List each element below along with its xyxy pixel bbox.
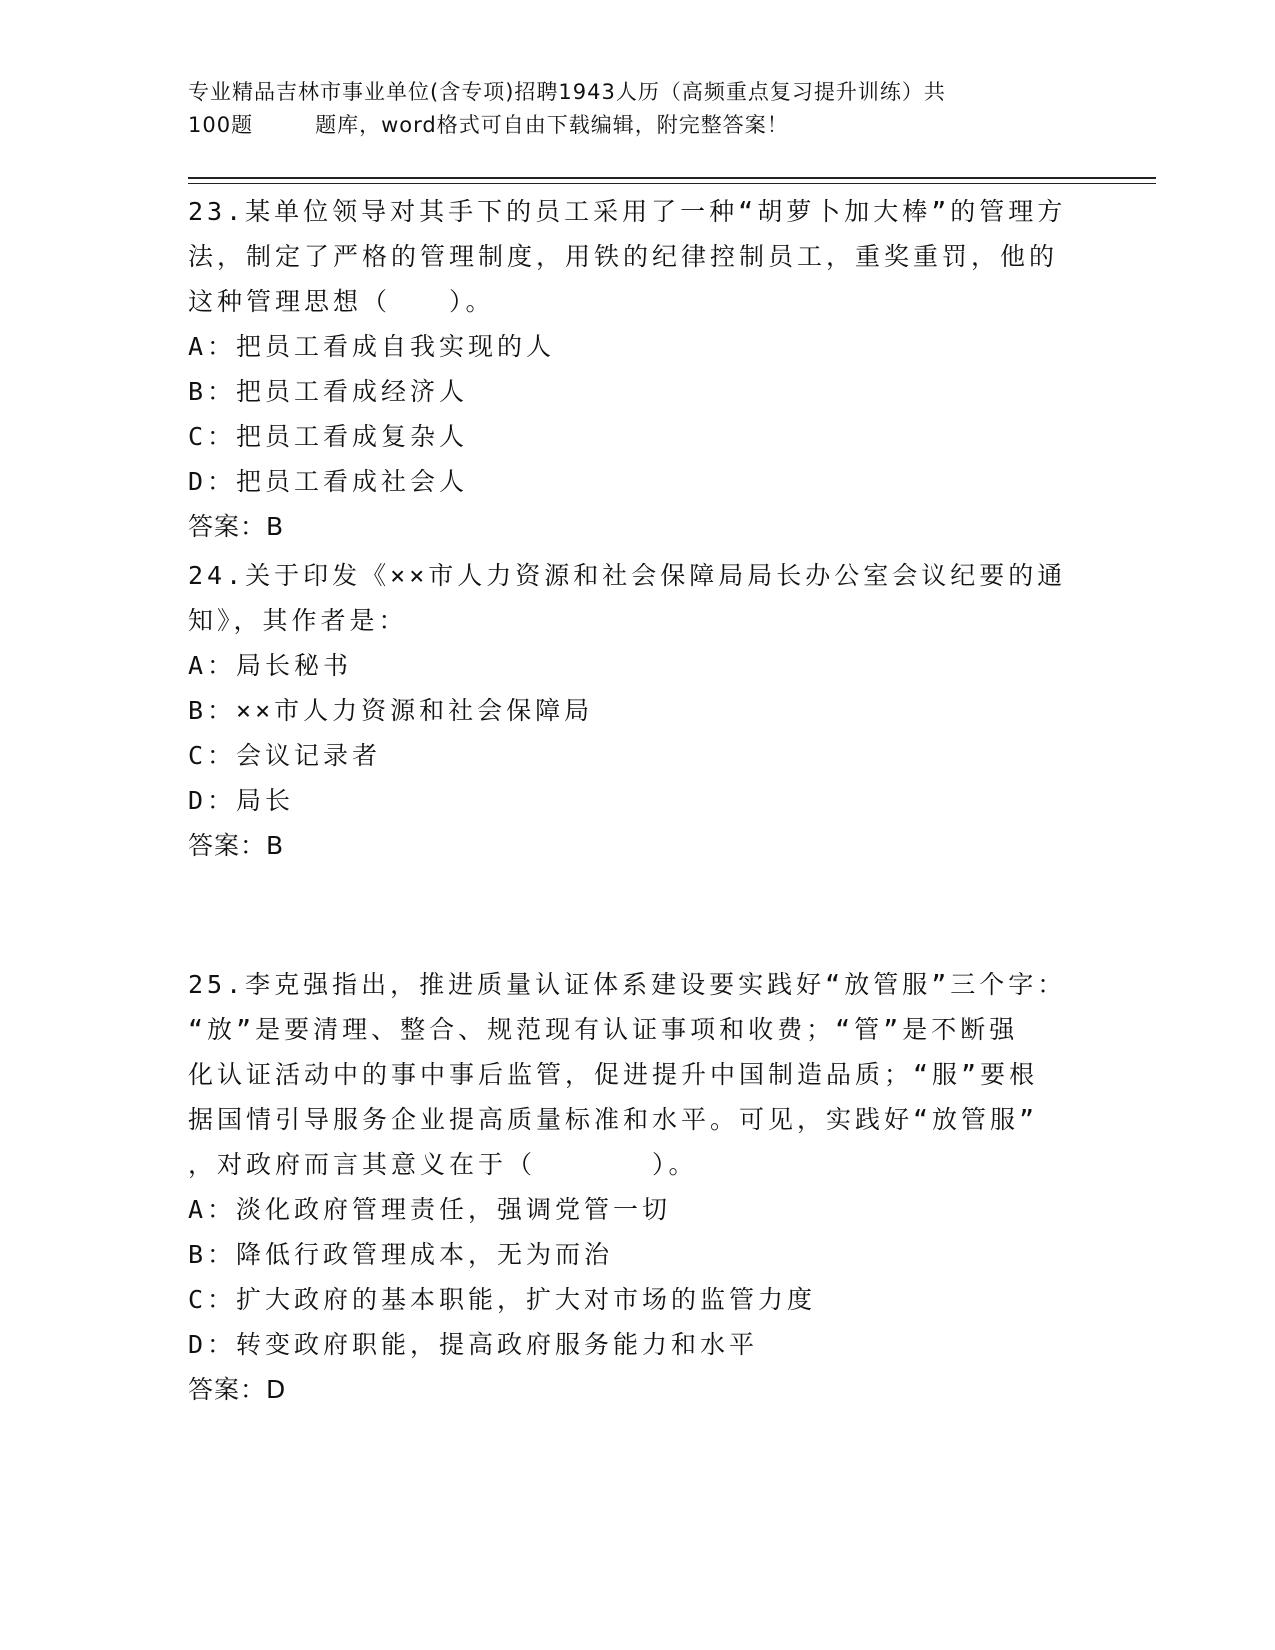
question-stem-line: 这种管理思想（ ）。 (188, 287, 495, 316)
header-line-2 (188, 109, 1068, 142)
option-d: D：局长 (188, 786, 295, 815)
question-stem-line: 24.关于印发《××市人力资源和社会保障局局长办公室会议纪要的通 (188, 561, 1067, 590)
question-stem-line: 据国情引导服务企业提高质量标准和水平。可见，实践好“放管服” (188, 1105, 1039, 1134)
option-b: B：把员工看成经济人 (188, 377, 469, 406)
question-stem-line: “放”是要清理、整合、规范现有认证事项和收费；“管”是不断强 (188, 1015, 1019, 1044)
option-c: C：把员工看成复杂人 (188, 422, 469, 451)
header-line-1: 专业精品吉林市事业单位(含专项)招聘1943人历（高频重点复习提升训练）共 (188, 80, 946, 104)
answer: 答案：D (188, 1375, 287, 1404)
header-divider-thick (188, 177, 1156, 179)
option-a: A：局长秘书 (188, 651, 353, 680)
question-23 (188, 189, 1088, 549)
question-stem-line: 化认证活动中的事中事后监管，促进提升中国制造品质；“服”要根 (188, 1060, 1039, 1089)
document-header (188, 76, 1068, 142)
question-stem-line: 法，制定了严格的管理制度，用铁的纪律控制员工，重奖重罚，他的 (188, 242, 1059, 271)
answer: 答案：B (188, 831, 285, 860)
header-description: 题库，word格式可自由下载编辑，附完整答案！ (315, 113, 789, 137)
header-question-count: 100题 (188, 113, 254, 137)
option-b: B：降低行政管理成本，无为而治 (188, 1240, 614, 1269)
option-d: D：转变政府职能，提高政府服务能力和水平 (188, 1330, 759, 1359)
option-c: C：扩大政府的基本职能，扩大对市场的监管力度 (188, 1285, 817, 1314)
option-a: A：把员工看成自我实现的人 (188, 332, 556, 361)
question-stem-line: ，对政府而言其意义在于（ ）。 (188, 1150, 698, 1179)
option-a: A：淡化政府管理责任，强调党管一切 (188, 1195, 672, 1224)
option-c: C：会议记录者 (188, 741, 382, 770)
question-24 (188, 553, 1088, 868)
answer: 答案：B (188, 512, 285, 541)
option-d: D：把员工看成社会人 (188, 467, 469, 496)
question-25 (188, 962, 1088, 1412)
option-b: B：××市人力资源和社会保障局 (188, 696, 594, 725)
question-stem-line: 25.李克强指出，推进质量认证体系建设要实践好“放管服”三个字： (188, 970, 1067, 999)
question-stem-line: 23.某单位领导对其手下的员工采用了一种“胡萝卜加大棒”的管理方 (188, 197, 1067, 226)
header-divider-thin (188, 183, 1156, 184)
question-stem-line: 知》，其作者是： (188, 606, 408, 635)
